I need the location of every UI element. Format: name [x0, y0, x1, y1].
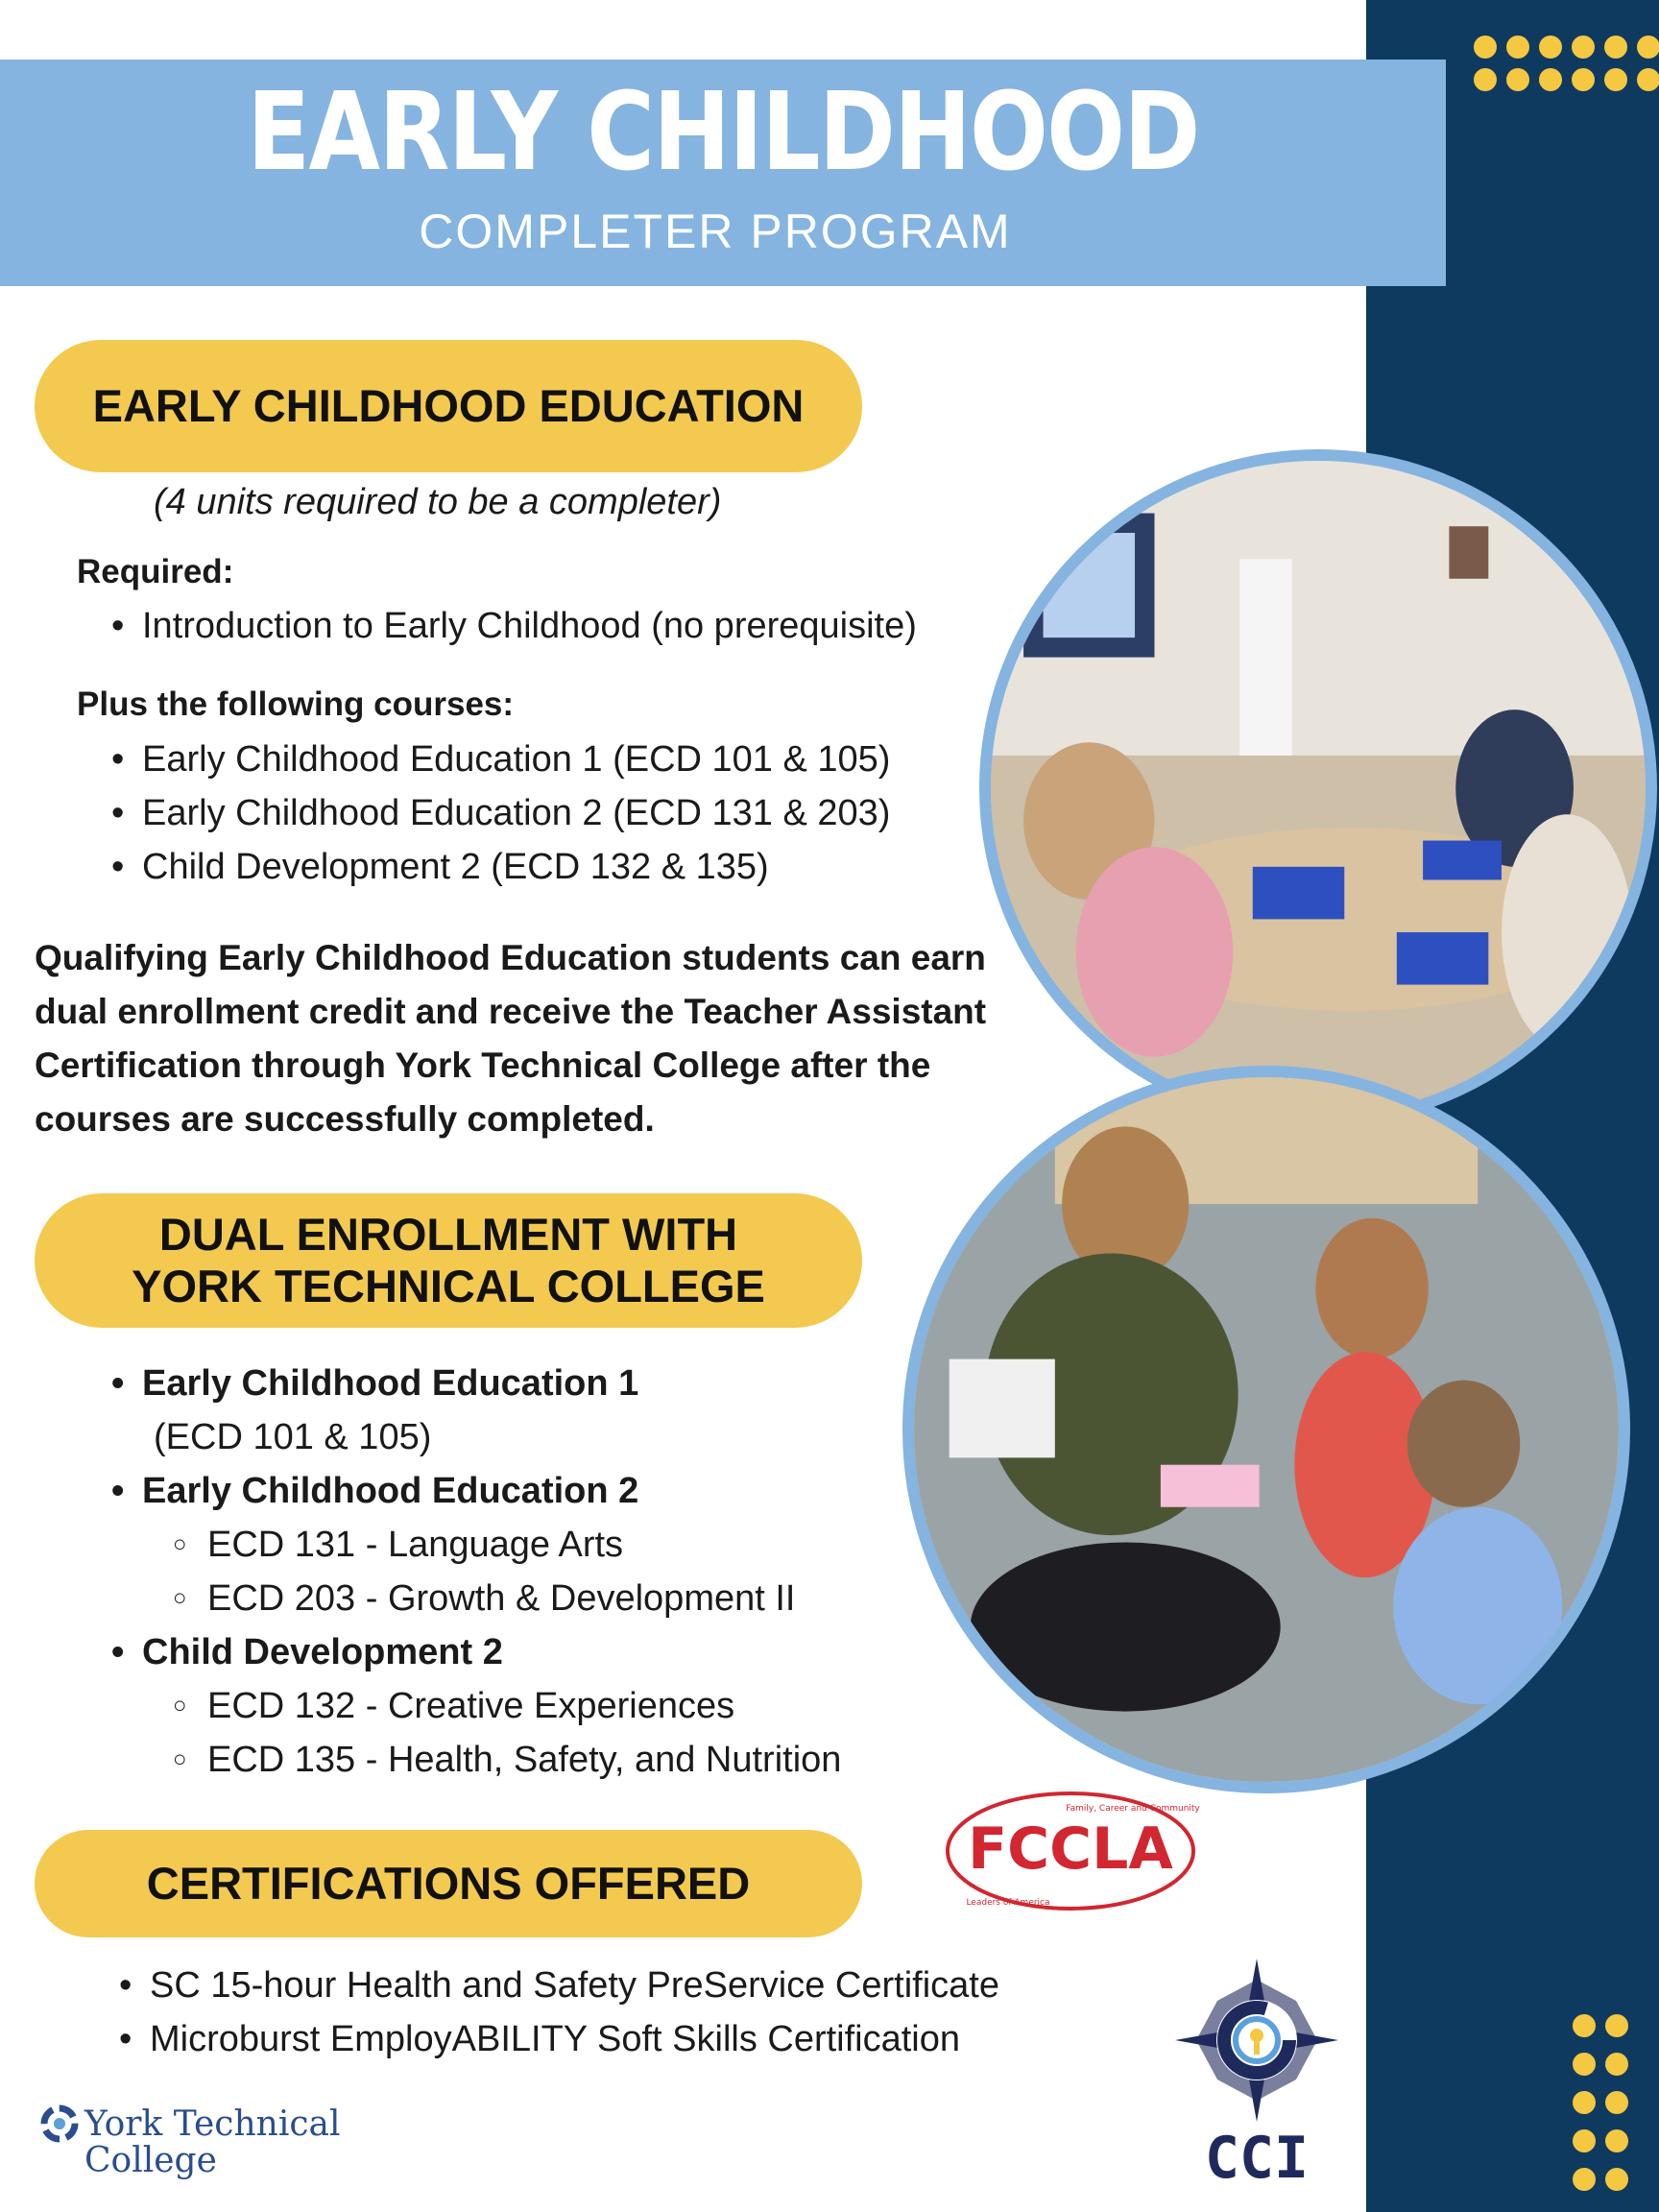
york-technical-college-logo — [38, 2103, 355, 2179]
plus-courses-label: Plus the following courses: — [77, 685, 515, 723]
fccla-arc-bottom: Leaders of America — [966, 1898, 1050, 1908]
section-heading-early-childhood-education: EARLY CHILDHOOD EDUCATION — [35, 340, 862, 472]
plus-courses-list — [77, 733, 890, 894]
course-sub-item: ○ ECD 135 - Health, Safety, and Nutrition — [77, 1733, 841, 1787]
dual-enrollment-paragraph: Qualifying Early Childhood Education students can earn dual enrollment credit and receive the Teacher Assistant Certification through York Technical College after the courses are successfully completed. — [35, 938, 987, 1139]
ytc-line-1: York Technical — [84, 2104, 341, 2144]
reading-photo-bottom — [902, 1066, 1630, 1793]
classroom-photo-top — [979, 449, 1657, 1127]
course-sub-item: ○ ECD 131 - Language Arts — [77, 1518, 841, 1572]
list-item: • Child Development 2 (ECD 132 & 135) — [77, 840, 890, 894]
heading-line-2: YORK TECHNICAL COLLEGE — [132, 1261, 765, 1311]
list-item: • Introduction to Early Childhood (no prerequisite) — [77, 599, 917, 653]
course-title: • Early Childhood Education 1 — [77, 1357, 841, 1410]
decorative-dots-bottom — [1573, 2014, 1628, 2191]
units-note: (4 units required to be a completer) — [154, 482, 722, 522]
fccla-wordmark: FCCLA — [968, 1815, 1173, 1883]
required-label: Required: — [77, 553, 234, 590]
decorative-dots-top — [1474, 36, 1659, 91]
dual-enrollment-course-list — [77, 1357, 841, 1787]
fccla-arc-top: Family, Career and Community — [1066, 1804, 1200, 1814]
course-sub-item: ○ ECD 132 - Creative Experiences — [77, 1679, 841, 1733]
list-item: • Early Childhood Education 2 (ECD 131 & 203) — [77, 786, 890, 840]
course-title: • Early Childhood Education 2 — [77, 1464, 841, 1518]
cci-wordmark: CCI — [1204, 2125, 1310, 2189]
ytc-line-2: College — [84, 2141, 217, 2179]
course-sub-item: ○ ECD 203 - Growth & Development II — [77, 1572, 841, 1625]
cci-logo — [1175, 1959, 1338, 2189]
page-title: EARLY CHILDHOOD — [247, 70, 1199, 195]
required-list — [77, 599, 917, 653]
section-heading-certifications: CERTIFICATIONS OFFERED — [35, 1830, 862, 1937]
heading-line-1: DUAL ENROLLMENT WITH — [158, 1208, 738, 1260]
list-item: • Microburst EmployABILITY Soft Skills Certification — [84, 2012, 999, 2066]
course-title: • Child Development 2 — [77, 1625, 841, 1679]
list-item: • SC 15-hour Health and Safety PreService Certificate — [84, 1959, 999, 2012]
course-detail: (ECD 101 & 105) — [154, 1417, 432, 1457]
section-heading-dual-enrollment — [35, 1193, 862, 1328]
fccla-logo — [941, 1784, 1200, 1918]
certifications-list — [84, 1959, 999, 2066]
list-item: • Early Childhood Education 1 (ECD 101 & 105) — [77, 733, 890, 786]
page-subtitle: COMPLETER PROGRAM — [419, 204, 1012, 258]
